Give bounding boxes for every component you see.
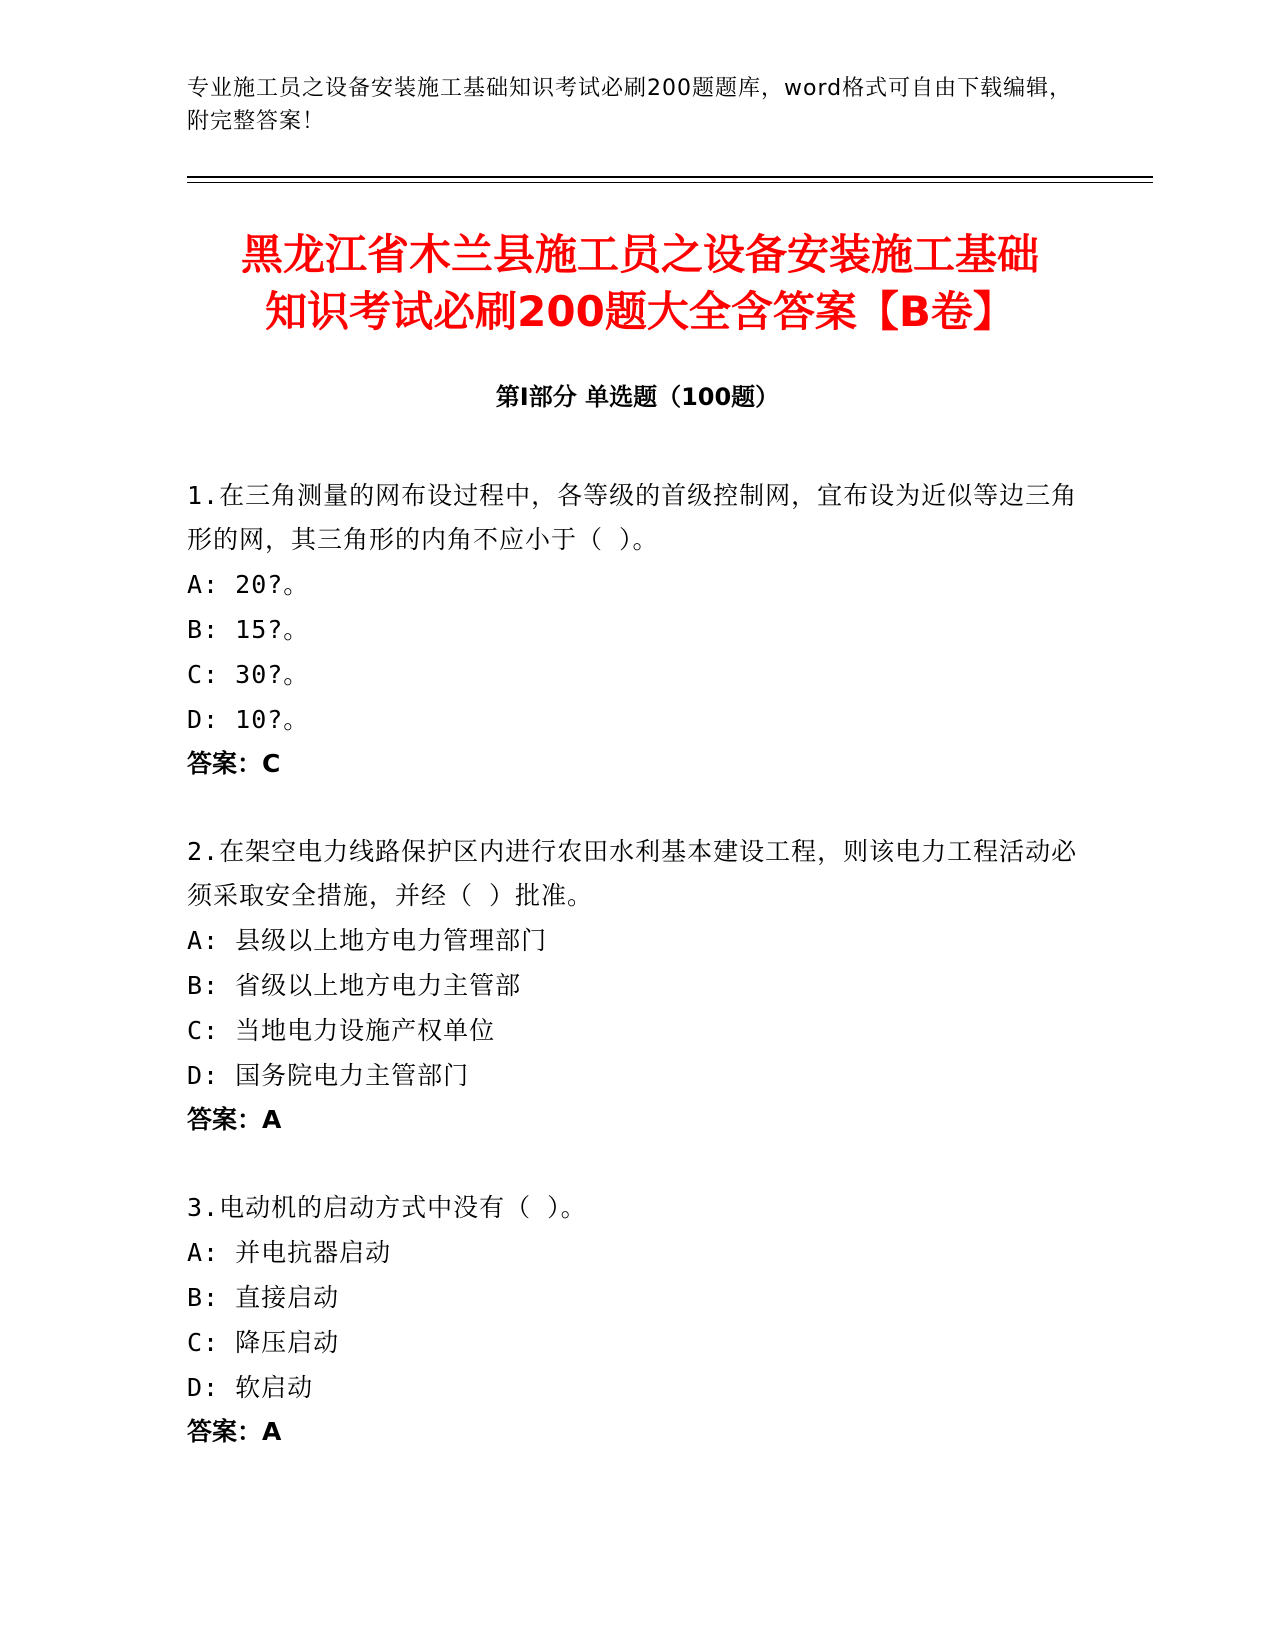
question-stem: 1.在三角测量的网布设过程中，各等级的首级控制网，宜布设为近似等边三角形的网，其三角形的内角不应小于（ ）。 (187, 481, 1078, 554)
option-b: B: 省级以上地方电力主管部 (187, 971, 522, 1000)
header-divider-thin (187, 182, 1153, 183)
header-note: 专业施工员之设备安装施工基础知识考试必刷200题题库，word格式可自由下载编辑，附完整答案！ (187, 76, 1073, 134)
answer-label: 答案：A (187, 1105, 282, 1134)
document-title-line-1: 黑龙江省木兰县施工员之设备安装施工基础 (240, 230, 1039, 279)
option-c: C: 30?。 (187, 660, 310, 689)
option-a: A: 并电抗器启动 (187, 1238, 392, 1267)
option-d: D: 软启动 (187, 1373, 314, 1402)
question-item (187, 1186, 1087, 1454)
document-title (160, 226, 1120, 340)
question-stem: 2.在架空电力线路保护区内进行农田水利基本建设工程，则该电力工程活动必须采取安全措施，并经（ ）批准。 (187, 837, 1078, 910)
question-stem: 3.电动机的启动方式中没有（ ）。 (187, 1193, 587, 1222)
document-title-line-2: 知识考试必刷200题大全含答案【B卷】 (265, 287, 1015, 336)
option-d: D: 10?。 (187, 705, 310, 734)
option-a: A: 县级以上地方电力管理部门 (187, 926, 548, 955)
answer-label: 答案：C (187, 749, 281, 778)
question-item (187, 830, 1087, 1142)
question-item (187, 474, 1087, 786)
option-d: D: 国务院电力主管部门 (187, 1061, 470, 1090)
section-title: 第Ⅰ部分 单选题（100题） (495, 383, 780, 411)
question-list (187, 474, 1087, 1498)
option-b: B: 15?。 (187, 615, 310, 644)
option-a: A: 20?。 (187, 570, 310, 599)
option-c: C: 降压启动 (187, 1328, 340, 1357)
option-c: C: 当地电力设施产权单位 (187, 1016, 496, 1045)
header-divider-thick (187, 176, 1153, 178)
answer-label: 答案：A (187, 1417, 282, 1446)
option-b: B: 直接启动 (187, 1283, 340, 1312)
